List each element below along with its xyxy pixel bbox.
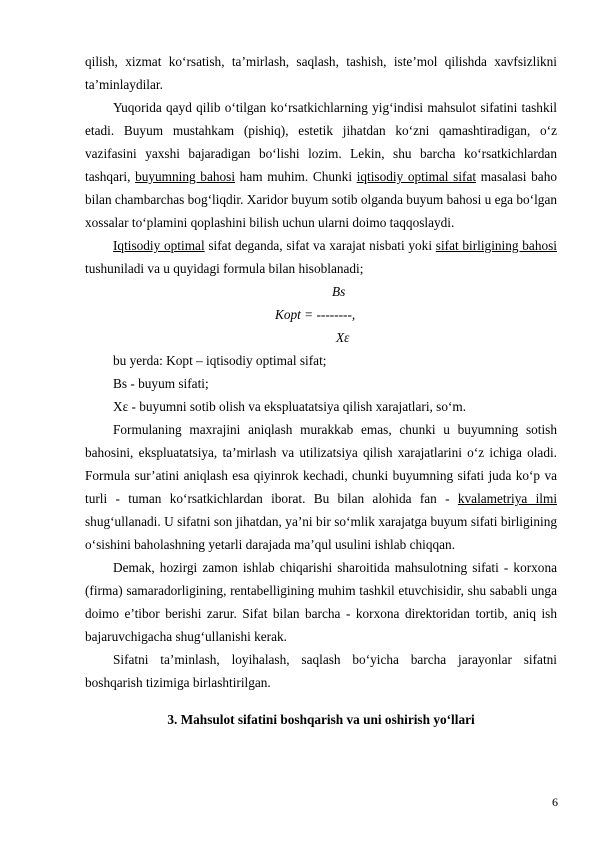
paragraph-2-text-b: ham muhim. Chunki <box>235 169 357 184</box>
section-heading: 3. Mahsulot sifatini boshqarish va uni oshirish yo‘llari <box>167 712 475 727</box>
paragraph-6: Sifatni ta’minlash, loyihalash, saqlash bo‘yicha barcha jarayonlar sifatni boshqarish tizimiga birlashtirilgan. <box>85 652 557 690</box>
term-iqtisodiy-optimal-sifat: iqtisodiy optimal sifat <box>356 169 477 184</box>
paragraph-1: qilish, xizmat ko‘rsatish, ta’mirlash, saqlash, tashish, iste’mol qilishda xavfsizlikni ta’minlaydilar. <box>85 54 557 92</box>
term-sifat-birligining-bahosi: sifat birligining bahosi <box>435 238 557 253</box>
term-iqtisodiy-optimal: Iqtisodiy optimal <box>113 238 205 253</box>
paragraph-4-text-a: Formulaning maxrajini aniqlash murakkab emas, chunki u buyumning sotish bahosini, ekspluatatsiya, ta’mirlash va utilizatsiya qilish xarajatlarini o‘z ichiga oladi. Formula sur’atini aniqlash esa qiyinrok kechadi, chunki buyumning sifati juda ko‘p va turli - tuman ko‘rsatkichlardan iborat. Bu bilan alohida fan - <box>85 422 557 506</box>
page-number: 6 <box>552 795 558 809</box>
formula <box>85 280 557 349</box>
term-kvalametriya-ilmi: kvalametriya ilmi <box>457 491 558 506</box>
paragraph-3-text-a: sifat deganda, sifat va xarajat nisbati yoki <box>204 238 436 253</box>
paragraph-3 <box>85 234 557 280</box>
paragraph-3-text-b: tushuniladi va u quyidagi formula bilan hisoblanadi; <box>85 261 364 276</box>
paragraph-4 <box>85 418 557 556</box>
paragraph-2-text-c: masalasi baho bilan chambarchas bog‘liqdir. Xaridor buyum sotib olganda buyum bahosi u ega bo‘lgan xossalar to‘plamini qoplashini bilish uchun ularni doimo taqqoslaydi. <box>85 169 557 230</box>
paragraph-4-text-b: shug‘ullanadi. U sifatni son jihatdan, ya’ni bir so‘mlik xarajatga buyum sifati birligining o‘sishini baholashning yetarli darajada ma’qul usulini ishlab chiqqan. <box>85 514 557 552</box>
paragraph-5: Demak, hozirgi zamon ishlab chiqarishi sharoitida mahsulotning sifati - korxona (firma) samaradorligining, rentabelligining muhim tashkil etuvchisidir, shu sababli unga doimo e’tibor berishi zarur. Sifat bilan barcha - korxona direktoridan tortib, aniq ish bajaruvchigacha shug‘ullanishi kerak. <box>85 560 557 644</box>
paragraph-2-text-a: Yuqorida qayd qilib o‘tilgan ko‘rsatkichlarning yig‘indisi mahsulot sifatini tashkil etadi. Buyum mustahkam (pishiq), estetik jihatdan ko‘zni qamashtiradigan, o‘z vazifasini yaxshi bajaradigan bo‘lishi lozim. Lekin, shu barcha ko‘rsatkichlardan tashqari, <box>85 100 557 184</box>
formula-lhs: Kopt = --------, <box>275 307 356 322</box>
document-body <box>85 50 557 731</box>
term-buyumning-bahosi: buyumning bahosi <box>135 169 236 184</box>
formula-denominator: Xε <box>336 330 350 345</box>
definition-kopt: bu yerda: Kopt – iqtisodiy optimal sifat; <box>113 353 327 368</box>
paragraph-2 <box>85 96 557 234</box>
formula-numerator: Bs <box>332 284 346 299</box>
definition-xe: Xε - buyumni sotib olish va ekspluatatsiya qilish xarajatlari, so‘m. <box>113 399 467 414</box>
definition-bs: Bs - buyum sifati; <box>113 376 209 391</box>
